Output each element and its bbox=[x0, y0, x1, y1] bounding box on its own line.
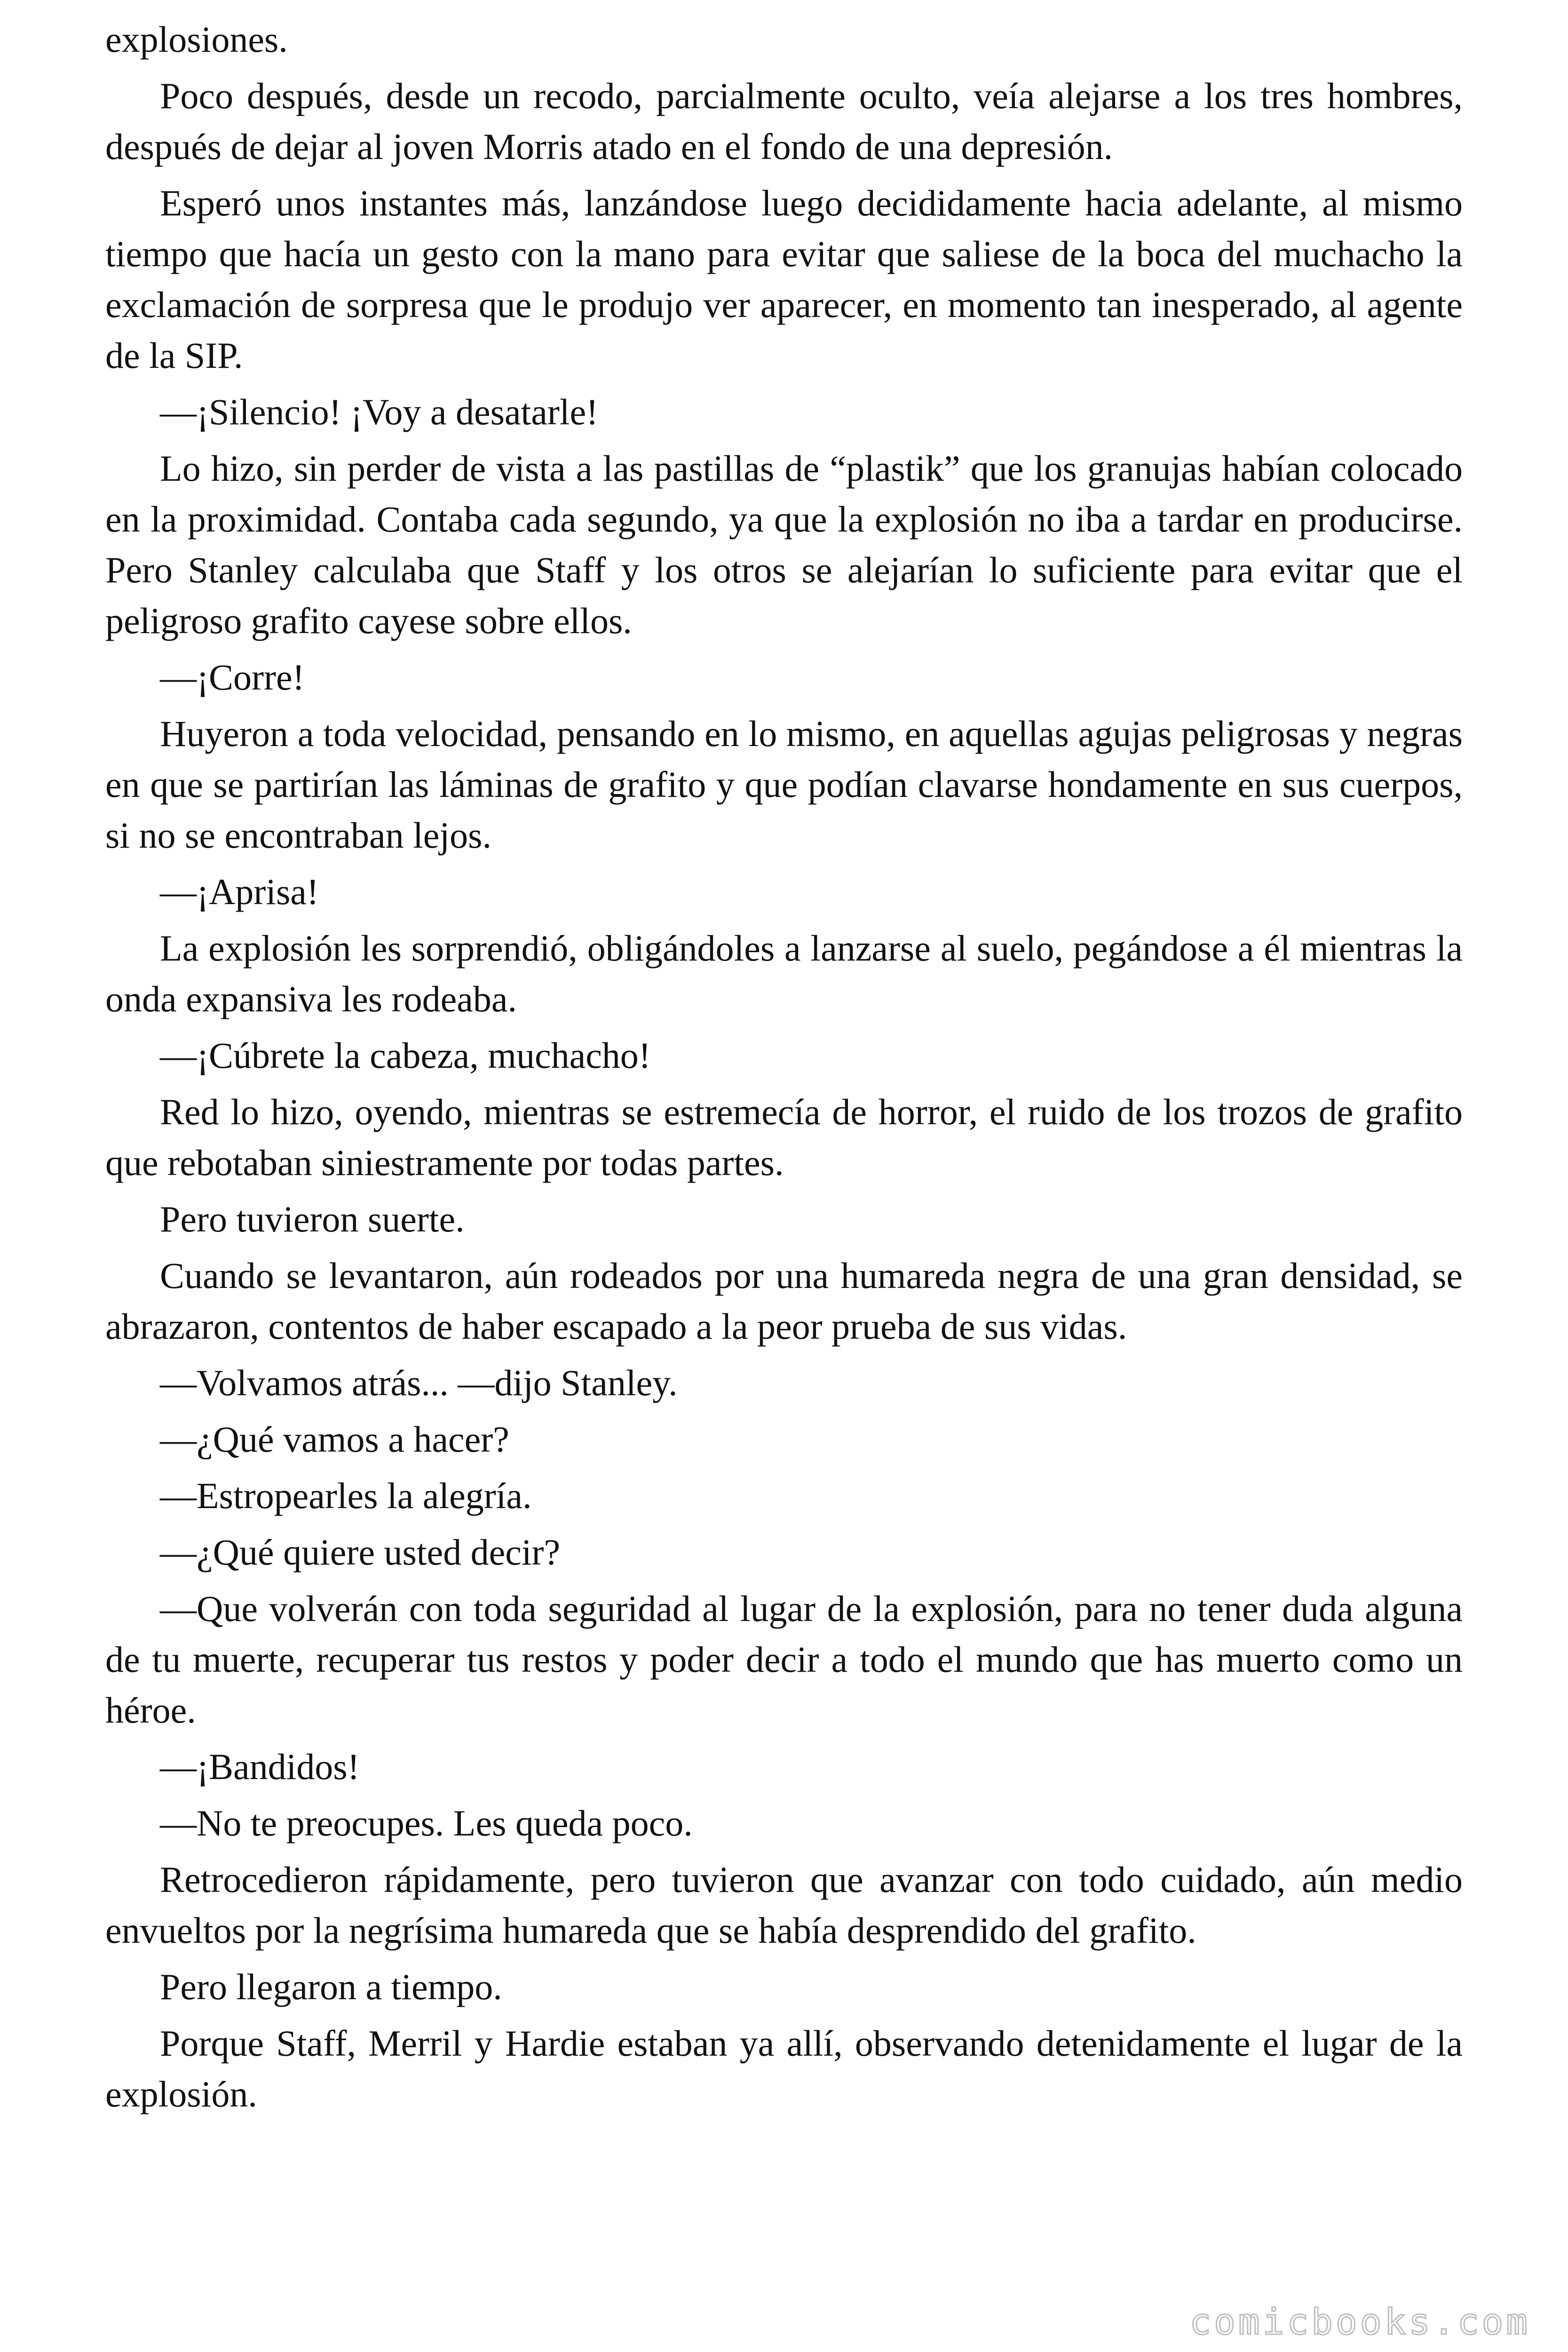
dialogue-line: —Que volverán con toda seguridad al lugar de la explosión, para no tener duda alguna de tu muerte, recuperar tus restos y poder decir a todo el mundo que has muerto como un héroe. bbox=[105, 1588, 1463, 1731]
paragraph: Huyeron a toda velocidad, pensando en lo mismo, en aquellas agujas peligrosas y negras en que se partirían las láminas de grafito y que podían clavarse hondamente en sus cuerpos, si no se encontraban lejos. bbox=[105, 713, 1463, 856]
paragraph: Red lo hizo, oyendo, mientras se estremecía de horror, el ruido de los trozos de grafito que rebotaban siniestramente por todas partes. bbox=[105, 1091, 1463, 1183]
dialogue-line: —¡Silencio! ¡Voy a desatarle! bbox=[160, 391, 599, 432]
paragraph: La explosión les sorprendió, obligándoles a lanzarse al suelo, pegándose a él mientras la onda expansiva les rodeaba. bbox=[105, 928, 1463, 1019]
paragraph: Porque Staff, Merril y Hardie estaban ya allí, observando detenidamente el lugar de la explosión. bbox=[105, 2023, 1463, 2114]
dialogue-line: —Estropearles la alegría. bbox=[160, 1475, 532, 1516]
dialogue-line: —¡Cúbrete la cabeza, muchacho! bbox=[160, 1035, 651, 1076]
dialogue-line: —¿Qué vamos a hacer? bbox=[160, 1419, 509, 1460]
paragraph: Esperó unos instantes más, lanzándose luego decididamente hacia adelante, al mismo tiempo que hacía un gesto con la mano para evitar que saliese de la boca del muchacho la exclamación de sorpresa que le produjo ver aparecer, en momento tan inesperado, al agente de la SIP. bbox=[105, 183, 1463, 376]
page-text bbox=[105, 14, 1463, 2125]
paragraph: Poco después, desde un recodo, parcialmente oculto, veía alejarse a los tres hombres, después de dejar al joven Morris atado en el fondo de una depresión. bbox=[105, 75, 1463, 167]
dialogue-line: —No te preocupes. Les queda poco. bbox=[160, 1803, 693, 1843]
paragraph: Retrocedieron rápidamente, pero tuvieron que avanzar con todo cuidado, aún medio envueltos por la negrísima humareda que se había desprendido del grafito. bbox=[105, 1859, 1463, 1951]
dialogue-line: —¡Aprisa! bbox=[160, 871, 319, 912]
paragraph: Pero tuvieron suerte. bbox=[160, 1199, 465, 1240]
dialogue-line: —Volvamos atrás... —dijo Stanley. bbox=[160, 1362, 678, 1403]
watermark-logo: comicbooks.com bbox=[1189, 2301, 1530, 2343]
dialogue-line: —¡Corre! bbox=[160, 657, 305, 698]
paragraph: Pero llegaron a tiempo. bbox=[160, 1966, 502, 2007]
dialogue-line: —¿Qué quiere usted decir? bbox=[160, 1532, 561, 1573]
dialogue-line: —¡Bandidos! bbox=[160, 1746, 360, 1787]
paragraph: Lo hizo, sin perder de vista a las pastillas de “plastik” que los granujas habían colocado en la proximidad. Contaba cada segundo, ya que la explosión no iba a tardar en producirse. Pero Stanley calculaba que Staff y los otros se alejarían lo suficiente para evitar que el peligroso grafito cayese sobre ellos. bbox=[105, 448, 1463, 641]
paragraph: explosiones. bbox=[105, 19, 288, 60]
paragraph: Cuando se levantaron, aún rodeados por una humareda negra de una gran densidad, se abrazaron, contentos de haber escapado a la peor prueba de sus vidas. bbox=[105, 1255, 1463, 1347]
